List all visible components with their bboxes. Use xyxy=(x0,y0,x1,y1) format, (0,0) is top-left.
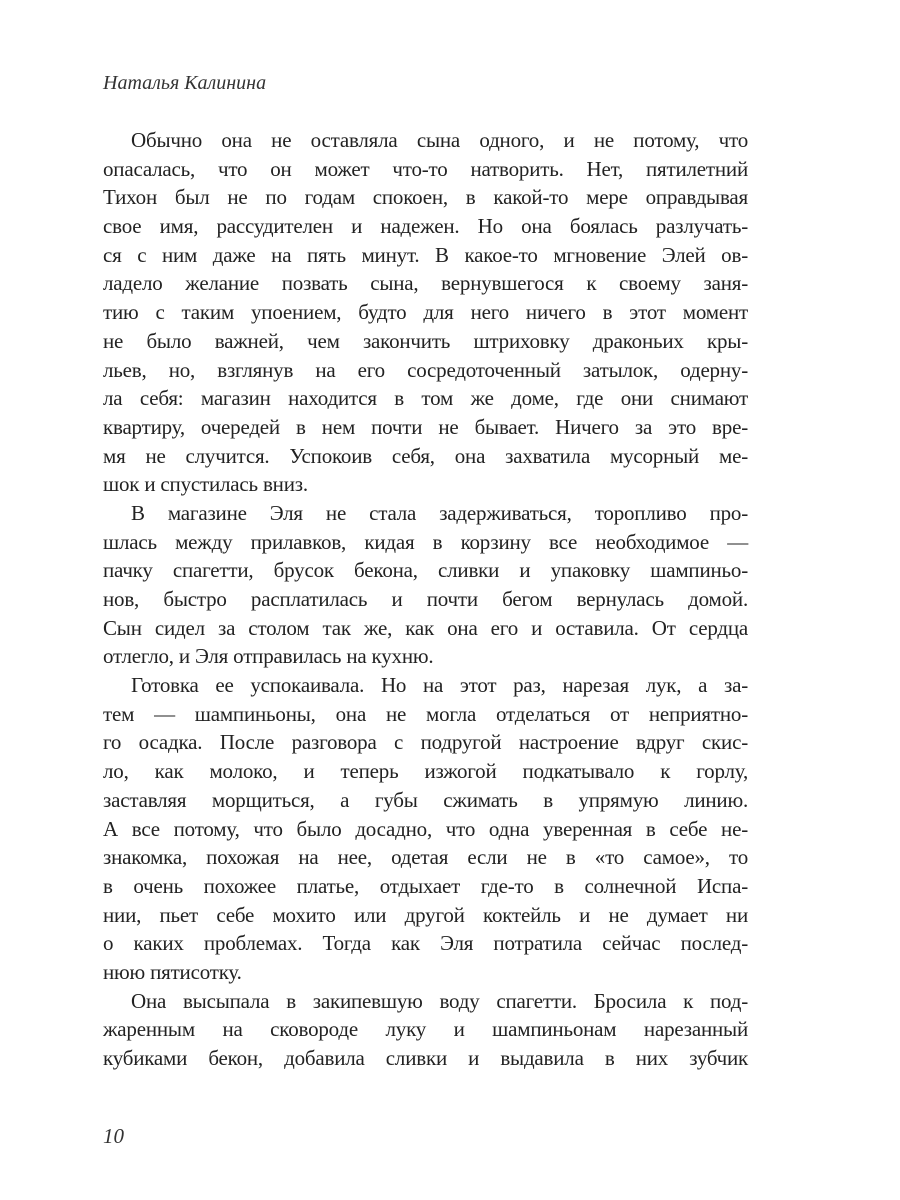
paragraph xyxy=(103,671,748,987)
text-line: заставляя морщиться, а губы сжимать в упрямую линию. xyxy=(103,787,748,812)
text-line: шок и спустилась вниз. xyxy=(103,472,308,497)
text-line: опасалась, что он может что-то натворить. Нет, пятилетний xyxy=(103,156,748,181)
text-line: ся с ним даже на пять минут. В какое-то мгновение Элей ов- xyxy=(103,242,748,267)
text-line: В магазине Эля не стала задерживаться, торопливо про- xyxy=(131,500,748,525)
text-line: нов, быстро расплатилась и почти бегом вернулась домой. xyxy=(103,587,748,611)
text-line: шлась между прилавков, кидая в корзину все необходимое — xyxy=(103,529,748,554)
text-line: свое имя, рассудителен и надежен. Но она боялась разлучать- xyxy=(103,214,748,239)
text-line: жаренным на сковороде луку и шампиньонам нарезанный xyxy=(103,1017,748,1042)
text-line: го осадка. После разговора с подругой настроение вдруг скис- xyxy=(103,730,748,755)
text-line: отлегло, и Эля отправилась на кухню. xyxy=(103,644,434,669)
text-line: тию с таким упоением, будто для него ничего в этот момент xyxy=(103,300,748,325)
text-line: тем — шампиньоны, она не могла отделаться от неприятно- xyxy=(103,701,748,726)
text-line: квартиру, очередей в нем почти не бывает. Ничего за это вре- xyxy=(103,414,748,439)
page-number: 10 xyxy=(103,1124,124,1148)
text-line: кубиками бекон, добавила сливки и выдавила в них зубчик xyxy=(103,1046,748,1070)
body-text xyxy=(103,126,748,1073)
text-line: знакомка, похожая на нее, одетая если не в «то самое», то xyxy=(103,845,748,870)
paragraph xyxy=(103,126,748,499)
text-line: нюю пятисотку. xyxy=(103,959,242,984)
text-line: Тихон был не по годам спокоен, в какой-то мере оправдывая xyxy=(103,185,748,210)
text-line: о каких проблемах. Тогда как Эля потратила сейчас послед- xyxy=(103,931,748,956)
text-line: Обычно она не оставляла сына одного, и не потому, что xyxy=(131,128,748,152)
text-line: ло, как молоко, и теперь изжогой подкатывало к горлу, xyxy=(103,759,748,784)
text-line: нии, пьет себе мохито или другой коктейль и не думает ни xyxy=(103,902,748,927)
text-line: Готовка ее успокаивала. Но на этот раз, нарезая лук, а за- xyxy=(131,673,748,698)
text-line: Она высыпала в закипевшую воду спагетти. Бросила к под- xyxy=(131,988,748,1013)
text-line: льев, но, взглянув на его сосредоточенный затылок, одерну- xyxy=(103,357,748,382)
text-line: в очень похожее платье, отдыхает где-то в солнечной Испа- xyxy=(103,873,748,898)
text-line: Сын сидел за столом так же, как она его и оставила. От сердца xyxy=(103,615,748,640)
text-line: пачку спагетти, брусок бекона, сливки и упаковку шампиньо- xyxy=(103,558,748,583)
text-line: мя не случится. Успокоив себя, она захватила мусорный ме- xyxy=(103,443,748,468)
text-line: ладело желание позвать сына, вернувшегося к своему заня- xyxy=(103,271,748,296)
paragraph xyxy=(103,987,748,1073)
text-line: А все потому, что было досадно, что одна уверенная в себе не- xyxy=(103,816,748,841)
running-head-author: Наталья Калинина xyxy=(103,72,267,94)
text-line: ла себя: магазин находится в том же доме, где они снимают xyxy=(103,386,748,411)
paragraph xyxy=(103,499,748,671)
text-line: не было важней, чем закончить штриховку драконьих кры- xyxy=(103,328,748,353)
